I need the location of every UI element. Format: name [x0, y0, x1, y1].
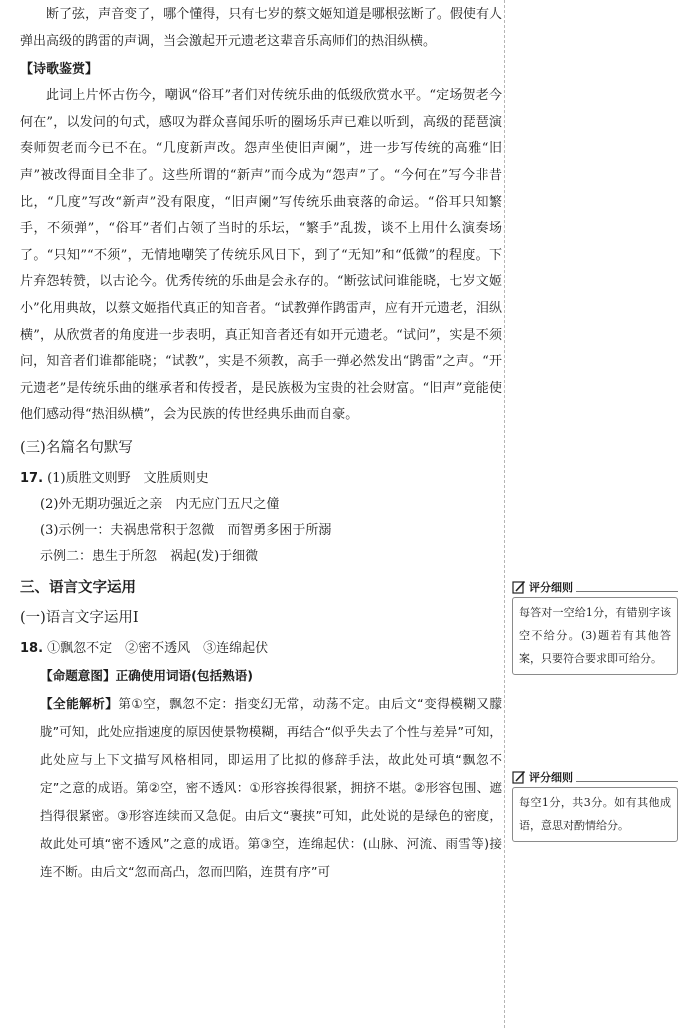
scoring-box-18-title: 评分细则	[529, 771, 573, 784]
question-17-answer-1: (1)质胜文则野 文胜质则史	[47, 470, 209, 486]
intro-paragraph: 断了弦，声音变了，哪个懂得，只有七岁的蔡文姬知道是哪根弦断了。假使有人弹出高级的鹍雷的声调，当会激起开元遗老这辈音乐高师们的热泪纵横。	[20, 7, 502, 49]
pencil-note-icon	[512, 580, 526, 594]
question-17-number: 17.	[20, 470, 44, 486]
part-language-use-title: 三、语言文字运用	[20, 578, 136, 596]
scoring-box-17-text: 每答对一空给1分，有错别字该空不给分。(3)题若有其他答案，只要符合要求即可给分。	[512, 597, 678, 675]
question-17-answer-2: (2)外无期功强近之亲 内无应门五尺之僮	[40, 496, 280, 512]
question-17-answer-4: 示例二：患生于所忽 祸起(发)于细微	[40, 548, 259, 564]
question-17	[20, 466, 502, 570]
question-18-analysis-tag: 【全能解析】	[40, 695, 119, 711]
question-18	[20, 636, 502, 886]
scoring-box-17-title: 评分细则	[529, 581, 573, 594]
question-18-answer: ①飘忽不定 ②密不透风 ③连绵起伏	[47, 640, 269, 656]
question-18-number: 18.	[20, 640, 44, 656]
poetry-appreciation-tag: 【诗歌鉴赏】	[20, 62, 99, 78]
section-language-use-1-title: (一)语言文字运用Ⅰ	[20, 609, 139, 626]
question-18-analysis-text: 第①空，飘忽不定：指变幻无常，动荡不定。由后文“变得模糊又朦胧”可知，此处应指速度的原因使景物模糊，再结合“似乎失去了个性与差异”可知，此处应与上下文描写风格相同，即运用了比拟的修辞手法，故此处可填“飘忽不定”之意的成语。第②空，密不透风：①形容挨得很紧，拥挤不堪。②形容包围、遮挡得很紧密。③形容连续而又急促。由后文“裹挟”可知，此处说的是绿色的密度，故此处可填“密不透风”之意的成语。第③空，连绵起伏：(山脉、河流、雨雪等)接连不断。由后文“忽而高凸，忽而凹陷，连贯有序”可	[40, 695, 502, 879]
scoring-box-18-text: 每空1分，共3分。如有其他成语，意思对酌情给分。	[512, 787, 678, 842]
question-18-intent-text: 正确使用词语(包括熟语)	[115, 667, 254, 683]
scoring-box-17	[512, 577, 678, 675]
question-17-answer-3: (3)示例一：夫祸患常积于忽微 而智勇多困于所溺	[40, 522, 332, 538]
scoring-box-18	[512, 767, 678, 842]
main-column	[20, 0, 502, 886]
poetry-appreciation-text: 此词上片怀古伤今，嘲讽“俗耳”者们对传统乐曲的低级欣赏水平。“定场贺老今何在”，以发问的句式，感叹为群众喜闻乐听的圈场乐声已难以听到，高级的琵琶演奏师贺老而今已不在。“几度新声改。怨声坐使旧声阑”，进一步写传统的高雅“旧声”被改得面目全非了。这些所谓的“新声”而今成为“怨声”了。“今何在”写今非昔比，“几度”写改“新声”没有限度，“旧声阑”写传统乐曲衰落的命运。“俗耳只知繁手，不须弹”，“俗耳”者们占领了当时的乐坛，“繁手”乱拨，谈不上用什么演奏场了。“只知”“不须”，无情地嘲笑了传统乐风日下，到了“无知”和“低微”的程度。下片弃怨转赞，以古论今。优秀传统的乐曲是会永存的。“断弦试问谁能晓，七岁文姬小”化用典故，以蔡文姬指代真正的知音者。“试教弹作鹍雷声，应有开元遗老，泪纵横”，从欣赏者的角度进一步表明，真正知音者还有如开元遗老。“试问”，实是不须问，知音者们谁都能晓；“试教”，实是不须教，高手一弹必然发出“鹍雷”之声。“开元遗老”是传统乐曲的继承者和传授者，是民族极为宝贵的社会财富。“旧声”竟能使他们感动得“热泪纵横”，会为民族的传世经典乐曲而自豪。	[20, 88, 502, 423]
pencil-note-icon	[512, 770, 526, 784]
column-divider	[504, 0, 505, 1028]
question-18-intent-tag: 【命题意图】	[40, 667, 116, 683]
section-famous-lines-title: (三)名篇名句默写	[20, 439, 133, 456]
